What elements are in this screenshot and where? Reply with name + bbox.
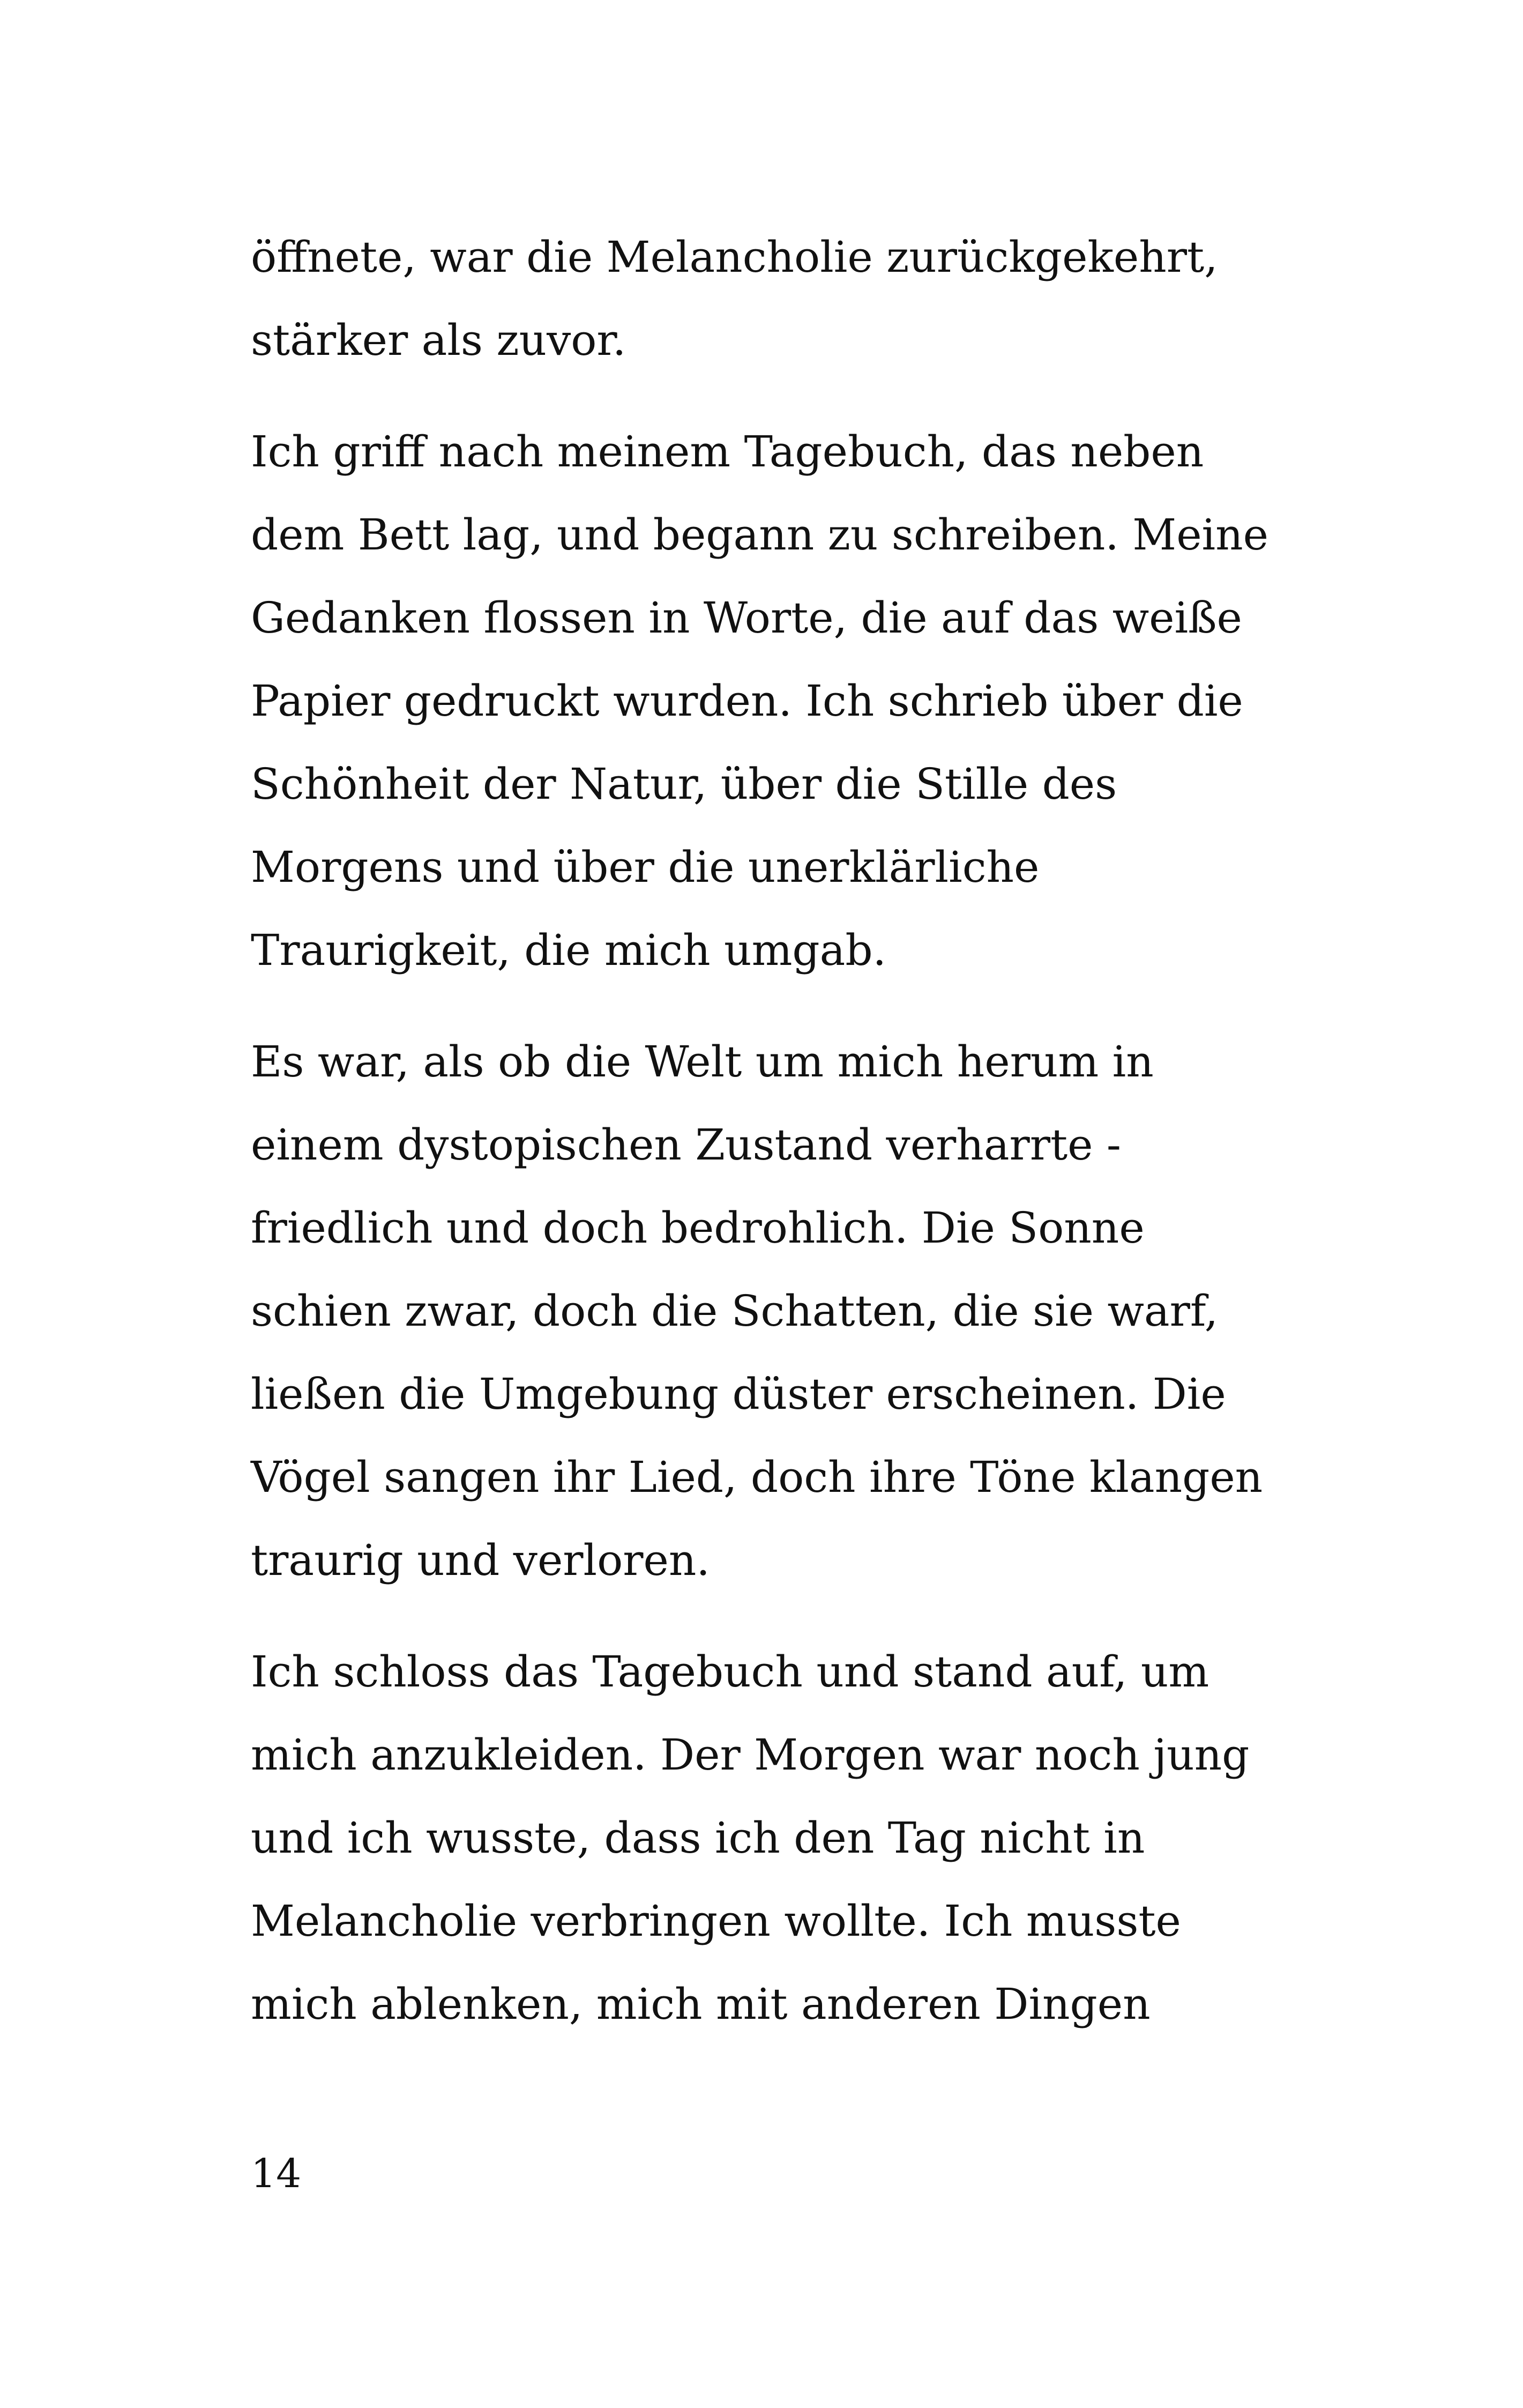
paragraph-2	[251, 410, 1323, 992]
text-line: ließen die Umgebung düster erscheinen. Die	[251, 1369, 1226, 1419]
paragraph-3	[251, 1020, 1323, 1602]
text-line: Ich schloss das Tagebuch und stand auf, um	[251, 1647, 1210, 1697]
text-line: Es war, als ob die Welt um mich herum in	[251, 1037, 1154, 1087]
text-line: dem Bett lag, und begann zu schreiben. Meine	[251, 510, 1268, 560]
text-line: Schönheit der Natur, über die Stille des	[251, 759, 1117, 809]
text-line: Vögel sangen ihr Lied, doch ihre Töne klangen	[251, 1452, 1263, 1502]
paragraph-1	[251, 215, 1323, 382]
body-text	[251, 215, 1323, 2046]
paragraph-4	[251, 1630, 1323, 2046]
text-line: Morgens und über die unerklärliche	[251, 842, 1040, 892]
text-line: Traurigkeit, die mich umgab.	[251, 925, 886, 975]
text-line: Gedanken flossen in Worte, die auf das weiße	[251, 593, 1242, 643]
text-line: traurig und verloren.	[251, 1535, 710, 1585]
text-line: schien zwar, doch die Schatten, die sie warf,	[251, 1286, 1219, 1336]
page-number: 14	[251, 2151, 302, 2197]
text-line: einem dystopischen Zustand verharrte -	[251, 1120, 1121, 1170]
text-line: und ich wusste, dass ich den Tag nicht in	[251, 1813, 1145, 1863]
text-line: Papier gedruckt wurden. Ich schrieb über die	[251, 676, 1243, 726]
text-line: mich anzukleiden. Der Morgen war noch jung	[251, 1730, 1250, 1780]
text-line: Melancholie verbringen wollte. Ich musste	[251, 1896, 1181, 1946]
text-line: öffnete, war die Melancholie zurückgekehrt,	[251, 232, 1218, 282]
text-line: mich ablenken, mich mit anderen Dingen	[251, 1979, 1151, 2029]
text-line: stärker als zuvor.	[251, 315, 626, 365]
text-line: friedlich und doch bedrohlich. Die Sonne	[251, 1203, 1145, 1253]
text-line: Ich griff nach meinem Tagebuch, das neben	[251, 427, 1204, 477]
